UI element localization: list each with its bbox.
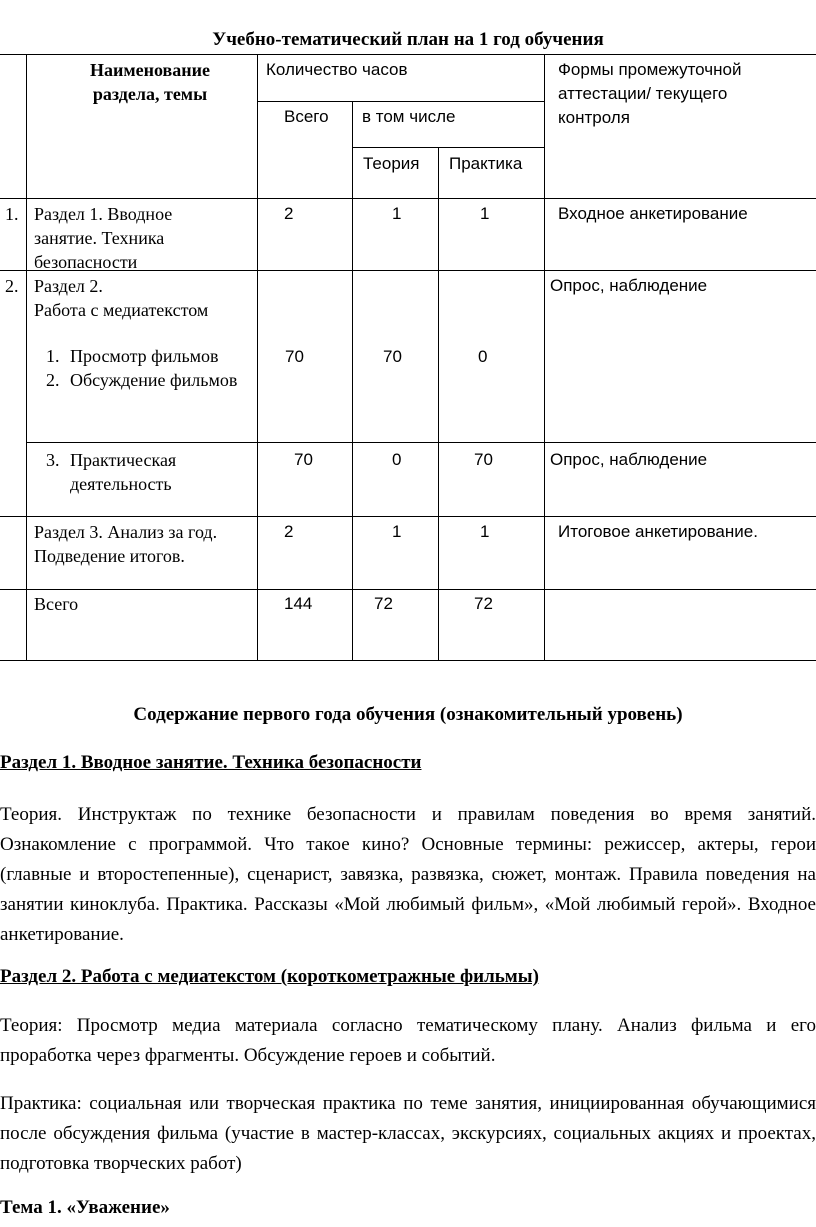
row1-practice: 1 [480,204,490,223]
row4-name: Раздел 3. Анализ за год. Подведение итогов. [34,522,218,566]
row3-topic: 3. Практическая деятельность [64,448,254,496]
row2-form: Опрос, наблюдение [550,276,708,295]
section1-heading: Раздел 1. Вводное занятие. Техника безопасности [0,752,422,773]
plan-title: Учебно-тематический план на 1 год обучения [212,29,604,50]
row3-form: Опрос, наблюдение [550,450,708,469]
header-name: Наименование раздела, темы [90,60,210,104]
row2-total: 70 [285,347,304,366]
header-hours: Количество часов [266,60,408,79]
header-theory: Теория [363,154,420,173]
row3-name [34,448,254,496]
section2-heading: Раздел 2. Работа с медиатекстом (короткометражные фильмы) [0,966,539,987]
row2-topic: 1. Просмотр фильмов [64,344,254,368]
row2-topic: 2. Обсуждение фильмов [64,368,254,392]
row1-theory: 1 [392,204,402,223]
header-forms: Формы промежуточной аттестации/ текущего контроля [558,60,742,127]
header-practice: Практика [449,154,523,173]
row4-form: Итоговое анкетирование. [558,522,758,541]
row2-name [34,274,254,392]
topic1-heading: Тема 1. «Уважение» [0,1197,170,1218]
row5-total: 144 [284,594,313,613]
row4-practice: 1 [480,522,490,541]
row2-number: 2. [5,276,19,296]
row3-total: 70 [294,450,313,469]
row1-name: Раздел 1. Вводное занятие. Техника безопасности [34,204,173,272]
header-including: в том числе [362,107,456,126]
row2-theory: 70 [383,347,402,366]
row1-form: Входное анкетирование [558,204,748,223]
row1-number: 1. [5,204,19,224]
row2-practice: 0 [478,347,488,366]
row5-practice: 72 [474,594,493,613]
section2-theory: Теория: Просмотр медиа материала согласно тематическому плану. Анализ фильма и его проработка через фрагменты. Обсуждение героев и событий. [0,1015,816,1066]
row4-total: 2 [284,522,294,541]
row3-topic-list [34,448,254,496]
row2-topic-list [34,344,254,392]
section2-practice: Практика: социальная или творческая практика по теме занятия, инициированная обучающимися после обсуждения фильма (участие в мастер-классах, экскурсиях, социальных акциях и проектах, подготовка творческих работ) [0,1093,816,1174]
row3-theory: 0 [392,450,402,469]
row3-practice: 70 [474,450,493,469]
row5-theory: 72 [374,594,393,613]
row2-section-title: Работа с медиатекстом [34,300,209,320]
row2-section: Раздел 2. [34,276,103,296]
row5-name: Всего [34,594,79,614]
row1-total: 2 [284,204,294,223]
header-total: Всего [284,107,329,126]
content-title: Содержание первого года обучения (ознакомительный уровень) [133,704,683,725]
section1-text: Теория. Инструктаж по технике безопасности и правилам поведения во время занятий. Ознакомление с программой. Что такое кино? Основные термины: режиссер, актеры, герои (главные и второстепенные), сценарист, завязка, развязка, сюжет, монтаж. Правила поведения на занятии киноклуба. Практика. Рассказы «Мой любимый фильм», «Мой любимый герой». Входное анкетирование. [0,804,816,945]
row4-theory: 1 [392,522,402,541]
